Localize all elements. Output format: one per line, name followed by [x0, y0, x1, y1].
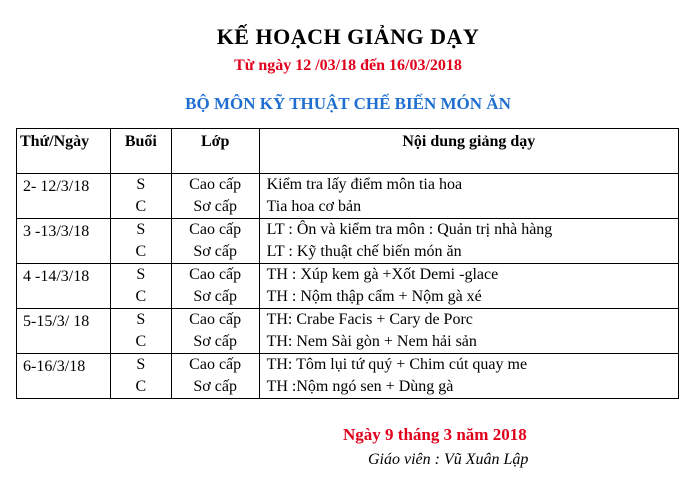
table-row: [17, 219, 679, 264]
teacher-name: Giáo viên : Vũ Xuân Lập: [368, 451, 529, 468]
column-header-class: Lớp: [171, 129, 259, 174]
table-row: [17, 309, 679, 354]
teaching-plan-table: [16, 128, 679, 399]
row-contents: [259, 309, 678, 354]
signature-date: Ngày 9 tháng 3 năm 2018: [343, 425, 527, 444]
content-afternoon: TH : Nộm thập cẩm + Nộm gà xé: [266, 288, 482, 305]
table-row: [17, 354, 679, 399]
row-sessions: [110, 264, 171, 309]
content-morning: TH: Tôm lụi tứ quý + Chim cút quay me: [266, 356, 528, 373]
row-date: [17, 174, 111, 219]
class-basic: Sơ cấp: [193, 243, 237, 260]
class-advanced: Cao cấp: [189, 356, 242, 373]
date-text: 4 -14/3/18: [23, 268, 90, 285]
date-text: 6-16/3/18: [23, 358, 86, 375]
row-contents: [259, 264, 678, 309]
date-range: Từ ngày 12 /03/18 đến 16/03/2018: [234, 57, 462, 74]
row-classes: [171, 219, 259, 264]
column-header-date: Thứ/Ngày: [17, 129, 111, 174]
session-afternoon: C: [135, 378, 147, 395]
row-classes: [171, 264, 259, 309]
content-morning: Kiểm tra lấy điểm môn tia hoa: [266, 176, 463, 193]
row-sessions: [110, 174, 171, 219]
content-morning: TH : Xúp kem gà +Xốt Demi -glace: [266, 266, 499, 283]
date-text: 5-15/3/ 18: [23, 313, 90, 330]
date-text: 2- 12/3/18: [23, 178, 90, 195]
class-basic: Sơ cấp: [193, 333, 237, 350]
class-advanced: Cao cấp: [189, 221, 242, 238]
content-afternoon: LT : Kỹ thuật chế biến món ăn: [266, 243, 462, 260]
table-row: [17, 174, 679, 219]
row-sessions: [110, 219, 171, 264]
row-contents: [259, 354, 678, 399]
class-basic: Sơ cấp: [193, 288, 237, 305]
class-basic: Sơ cấp: [193, 198, 237, 215]
column-header-content: Nội dung giảng dạy: [259, 129, 678, 174]
document-title: KẾ HOẠCH GIẢNG DẠY: [216, 24, 480, 49]
session-afternoon: C: [135, 288, 147, 305]
content-afternoon: Tia hoa cơ bản: [266, 198, 362, 215]
row-classes: [171, 354, 259, 399]
department-name: BỘ MÔN KỸ THUẬT CHẾ BIẾN MÓN ĂN: [185, 94, 511, 113]
row-classes: [171, 309, 259, 354]
row-date: [17, 264, 111, 309]
row-contents: [259, 174, 678, 219]
session-morning: S: [136, 221, 146, 238]
class-basic: Sơ cấp: [193, 378, 237, 395]
row-classes: [171, 174, 259, 219]
content-afternoon: TH :Nộm ngó sen + Dùng gà: [266, 378, 454, 395]
session-morning: S: [136, 311, 146, 328]
content-afternoon: TH: Nem Sài gòn + Nem hải sản: [266, 333, 477, 350]
row-contents: [259, 219, 678, 264]
class-advanced: Cao cấp: [189, 311, 242, 328]
session-morning: S: [136, 356, 146, 373]
date-text: 3 -13/3/18: [23, 223, 90, 240]
session-afternoon: C: [135, 333, 147, 350]
session-afternoon: C: [135, 243, 147, 260]
class-advanced: Cao cấp: [189, 176, 242, 193]
row-date: [17, 219, 111, 264]
column-header-session: Buổi: [110, 129, 171, 174]
row-date: [17, 309, 111, 354]
class-advanced: Cao cấp: [189, 266, 242, 283]
row-date: [17, 354, 111, 399]
content-morning: TH: Crabe Facis + Cary de Porc: [266, 311, 473, 328]
row-sessions: [110, 309, 171, 354]
content-morning: LT : Ôn và kiểm tra môn : Quản trị nhà hàng: [266, 221, 553, 238]
table-header-row: [17, 129, 679, 174]
session-morning: S: [136, 266, 146, 283]
session-afternoon: C: [135, 198, 147, 215]
session-morning: S: [136, 176, 146, 193]
row-sessions: [110, 354, 171, 399]
table-row: [17, 264, 679, 309]
